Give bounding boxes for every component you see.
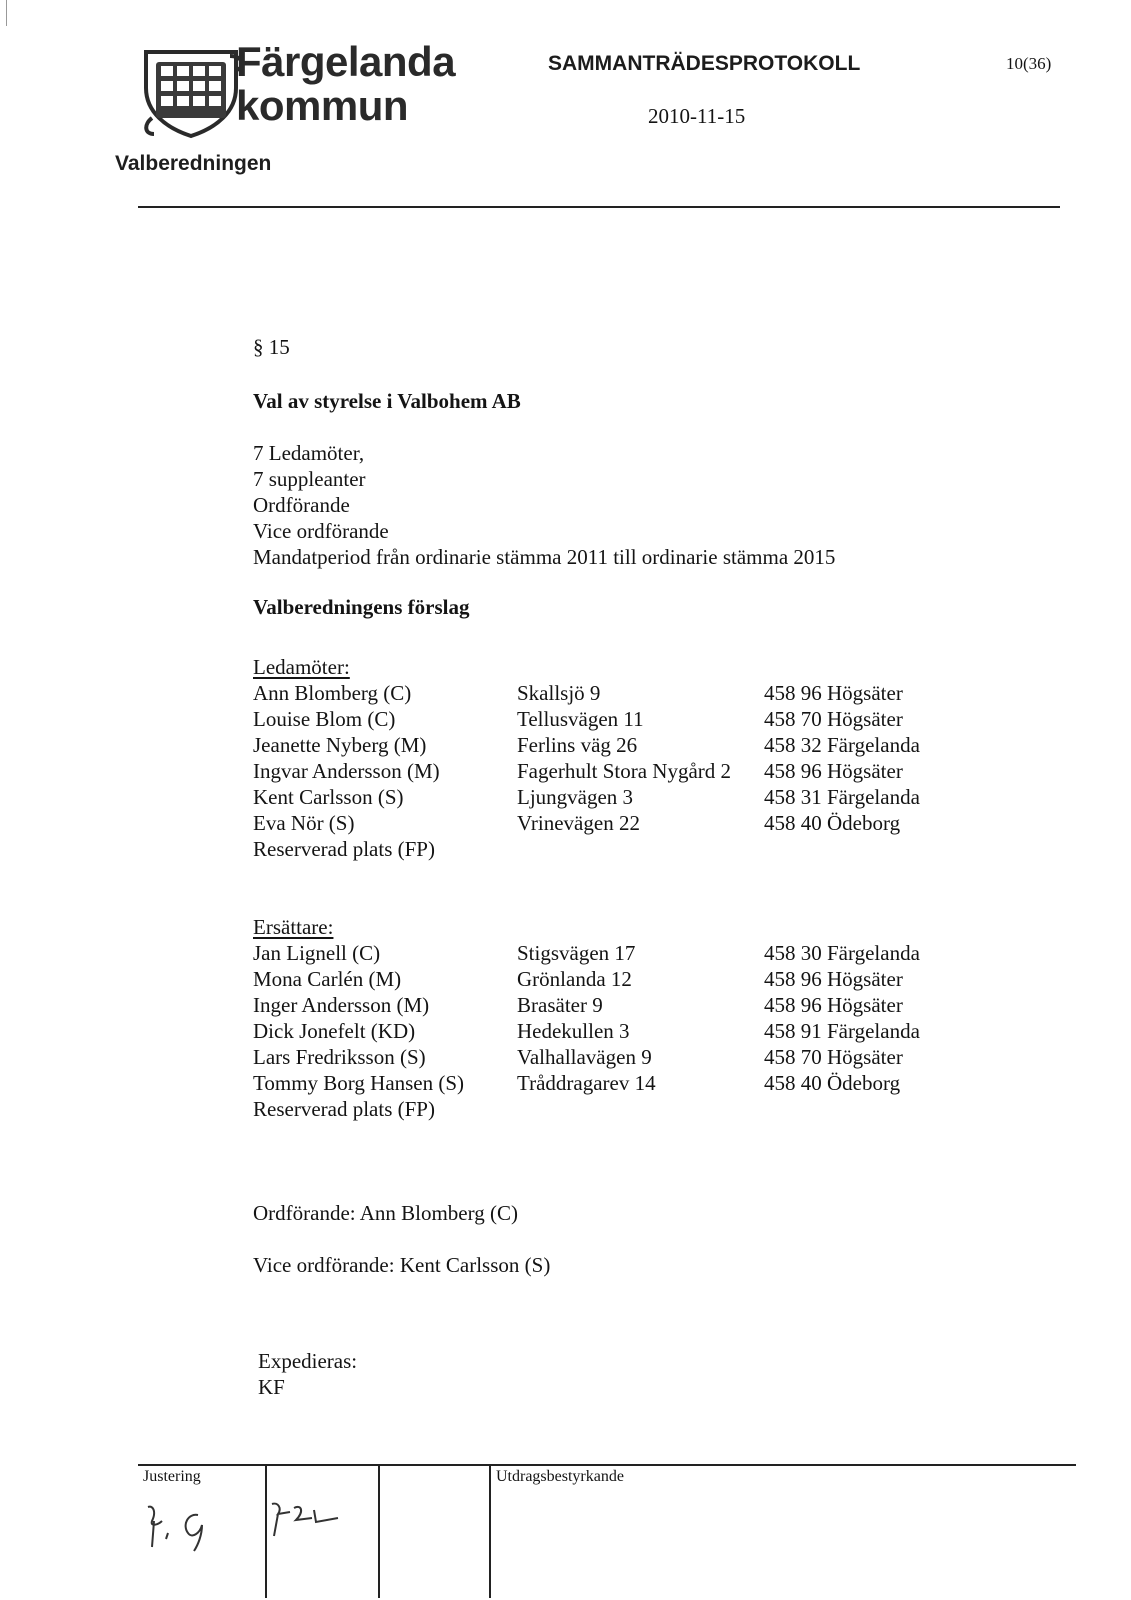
substitute-address: Stigsvägen 17	[517, 941, 636, 965]
proposal-heading: Valberedningens förslag	[253, 595, 470, 619]
member-name: Ann Blomberg (C)	[253, 681, 412, 705]
member-name: Reserverad plats (FP)	[253, 837, 435, 861]
department-name: Valberedningen	[115, 152, 272, 175]
info-line: Mandatperiod från ordinarie stämma 2011 till ordinarie stämma 2015	[253, 545, 836, 569]
substitute-name: Jan Lignell (C)	[253, 941, 381, 965]
substitute-postal: 458 96 Högsäter	[764, 993, 903, 1017]
substitute-name: Reserverad plats (FP)	[253, 1097, 435, 1121]
substitute-address: Brasäter 9	[517, 993, 603, 1017]
member-postal: 458 32 Färgelanda	[764, 733, 920, 757]
member-address: Ljungvägen 3	[517, 785, 634, 809]
info-line: 7 Ledamöter,	[253, 441, 365, 465]
member-name: Jeanette Nyberg (M)	[253, 733, 427, 757]
info-line: Ordförande	[253, 493, 350, 517]
member-name: Eva Nör (S)	[253, 811, 355, 835]
org-name-line2: kommun	[236, 82, 409, 129]
signature-initials	[268, 1490, 358, 1545]
member-postal: 458 96 Högsäter	[764, 759, 903, 783]
member-name: Kent Carlsson (S)	[253, 785, 404, 809]
member-address: Fagerhult Stora Nygård 2	[517, 759, 732, 783]
members-heading: Ledamöter:	[253, 655, 350, 679]
substitutes-heading: Ersättare:	[253, 915, 334, 939]
verification-label: Justering	[143, 1468, 201, 1485]
document-type: SAMMANTRÄDESPROTOKOLL	[548, 52, 861, 75]
document-date: 2010-11-15	[648, 104, 746, 128]
member-address: Vrinevägen 22	[517, 811, 640, 835]
substitute-name: Lars Fredriksson (S)	[253, 1045, 426, 1069]
page-number: 10(36)	[1006, 54, 1052, 73]
substitute-postal: 458 40 Ödeborg	[764, 1071, 901, 1095]
substitute-postal: 458 96 Högsäter	[764, 967, 903, 991]
member-address: Ferlins väg 26	[517, 733, 638, 757]
org-name	[236, 40, 455, 128]
coat-of-arms-logo	[140, 48, 248, 140]
footer-column-divider	[489, 1466, 491, 1598]
substitute-address: Valhallavägen 9	[517, 1045, 652, 1069]
substitute-address: Hedekullen 3	[517, 1019, 630, 1043]
margin-mark	[6, 0, 7, 26]
extract-label: Utdragsbestyrkande	[496, 1468, 624, 1485]
footer-column-divider	[265, 1466, 267, 1598]
substitute-name: Dick Jonefelt (KD)	[253, 1019, 416, 1043]
footer-divider	[138, 1464, 1076, 1466]
substitute-address: Tråddragarev 14	[517, 1071, 656, 1095]
substitute-postal: 458 30 Färgelanda	[764, 941, 920, 965]
substitute-address: Grönlanda 12	[517, 967, 632, 991]
org-name-line1: Färgelanda	[236, 38, 456, 85]
signature-initials	[140, 1495, 240, 1560]
paragraph-number: § 15	[253, 335, 290, 359]
info-line: Vice ordförande	[253, 519, 389, 543]
member-name: Ingvar Andersson (M)	[253, 759, 440, 783]
member-address: Tellusvägen 11	[517, 707, 644, 731]
member-postal: 458 31 Färgelanda	[764, 785, 920, 809]
info-line: 7 suppleanter	[253, 467, 366, 491]
vice-chair-line: Vice ordförande: Kent Carlsson (S)	[253, 1253, 551, 1277]
member-postal: 458 70 Högsäter	[764, 707, 903, 731]
substitute-name: Inger Andersson (M)	[253, 993, 430, 1017]
substitute-postal: 458 91 Färgelanda	[764, 1019, 920, 1043]
footer-column-divider	[378, 1466, 380, 1598]
chair-line: Ordförande: Ann Blomberg (C)	[253, 1201, 518, 1225]
substitute-name: Tommy Borg Hansen (S)	[253, 1071, 465, 1095]
member-postal: 458 40 Ödeborg	[764, 811, 901, 835]
section-title: Val av styrelse i Valbohem AB	[253, 389, 521, 413]
member-postal: 458 96 Högsäter	[764, 681, 903, 705]
member-name: Louise Blom (C)	[253, 707, 396, 731]
substitute-postal: 458 70 Högsäter	[764, 1045, 903, 1069]
header-divider	[138, 206, 1060, 208]
member-address: Skallsjö 9	[517, 681, 601, 705]
dispatch-recipient: KF	[258, 1375, 285, 1399]
substitute-name: Mona Carlén (M)	[253, 967, 402, 991]
dispatch-label: Expedieras:	[258, 1349, 358, 1373]
